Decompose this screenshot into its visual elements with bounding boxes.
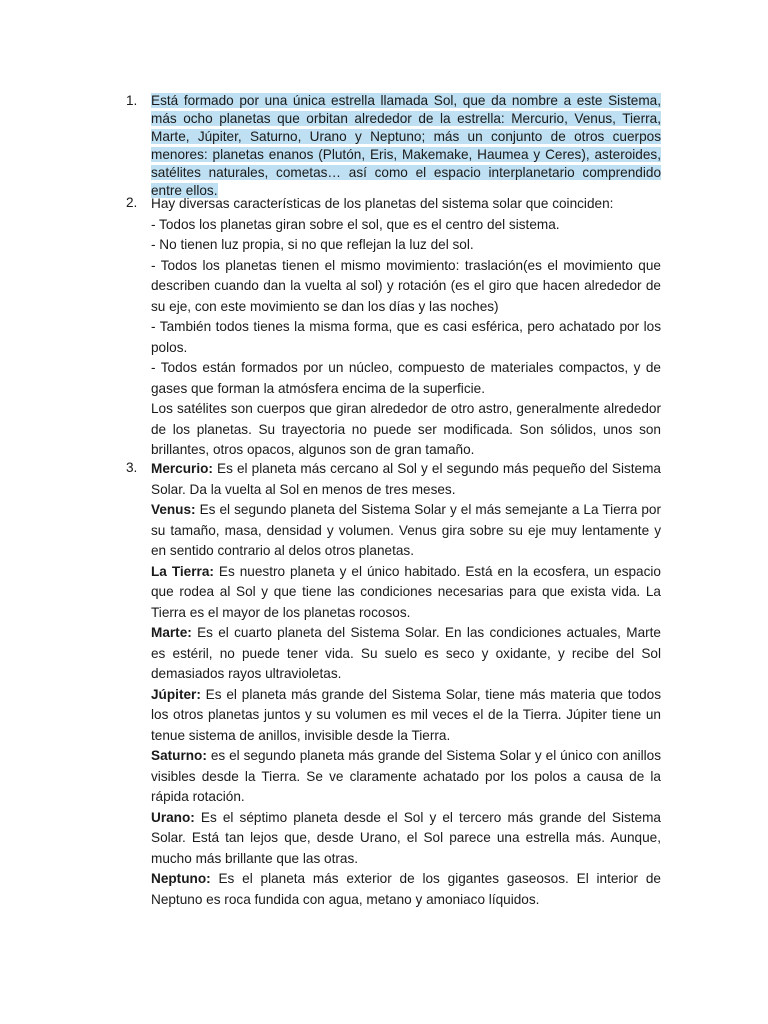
planet-entry (151, 459, 661, 500)
list-number: 3. (126, 460, 138, 475)
planet-description: Es el séptimo planeta desde el Sol y el tercero más grande del Sistema Solar. Está tan lejos que, desde Urano, el Sol parece una estrella más. Aunque, mucho más brillante que las otras. (151, 809, 661, 866)
planet-name: Júpiter: (151, 686, 201, 702)
point-text: - También todos tienes la misma forma, que es casi esférica, pero achatado por los polos. (151, 319, 661, 355)
list-number: 2. (126, 195, 138, 210)
planet-entry (151, 685, 661, 747)
planet-entry (151, 500, 661, 562)
paragraph-common-characteristics (151, 194, 661, 461)
planet-entry (151, 869, 661, 910)
planet-entry (151, 623, 661, 685)
planet-name: Saturno: (151, 748, 207, 763)
paragraph-solar-system-definition[interactable] (151, 92, 661, 199)
point-text: - Todos los planetas giran sobre el sol, que es el centro del sistema. (151, 216, 560, 232)
planet-entry (151, 808, 661, 870)
planet-description: Es nuestro planeta y el único habitado. Está en la ecosfera, un espacio que rodea al Sol y que tiene las condiciones necesarias para que exista vida. La Tierra es el mayor de los planetas rocosos. (151, 563, 661, 620)
planet-name: Marte: (151, 625, 192, 640)
planet-entry (151, 562, 661, 624)
highlighted-selection[interactable]: Está formado por una única estrella llamada Sol, que da nombre a este Sistema, más ocho planetas que orbitan alrededor de la estrella: Mercurio, Venus, Tierra, Marte, Júpiter, Saturno, Urano y Neptuno; más un conjunto de otros cuerpos menores: planetas enanos (Plutón, Eris, Makemake, Haumea y Ceres), asteroides, satélites naturales, cometas… así como el espacio interplanetario comprendido entre ellos. (151, 93, 661, 198)
planet-name: Mercurio: (151, 461, 213, 476)
planet-name: Venus: (151, 502, 196, 517)
intro-text: Hay diversas características de los planetas del sistema solar que coinciden: (151, 196, 614, 211)
point-text: - No tienen luz propia, si no que reflejan la luz del sol. (151, 237, 474, 252)
planet-name: La Tierra: (151, 563, 214, 579)
point-text: - Todos están formados por un núcleo, compuesto de materiales compactos, y de gases que forman la atmósfera encima de la superficie. (151, 360, 661, 396)
planet-description: Es el segundo planeta del Sistema Solar y el más semejante a La Tierra por su tamaño, masa, densidad y volumen. Venus gira sobre su eje muy lentamente y en sentido contrario al delos otros planetas. (151, 502, 661, 558)
planet-description: Es el cuarto planeta del Sistema Solar. En las condiciones actuales, Marte es estéril, no puede tener vida. Su suelo es seco y oxidante, y recibe del Sol demasiados rayos ultravioletas. (151, 625, 661, 681)
planet-description: Es el planeta más cercano al Sol y el segundo más pequeño del Sistema Solar. Da la vuelta al Sol en menos de tres meses. (151, 461, 661, 497)
planet-description: es el segundo planeta más grande del Sistema Solar y el único con anillos visibles desde la Tierra. Se ve claramente achatado por los polos a causa de la rápida rotación. (151, 748, 661, 804)
closing-text: Los satélites son cuerpos que giran alrededor de otro astro, generalmente alrededor de los planetas. Su trayectoria no puede ser modificada. Son sólidos, unos son brillantes, otros opacos, algunos son de gran tamaño. (151, 401, 661, 457)
planet-name: Urano: (151, 809, 195, 825)
list-number: 1. (126, 93, 138, 108)
planet-name: Neptuno: (151, 871, 211, 886)
planet-description: Es el planeta más grande del Sistema Solar, tiene más materia que todos los otros planetas juntos y su volumen es mil veces el de la Tierra. Júpiter tiene un tenue sistema de anillos, invisible desde la Tierra. (151, 686, 661, 743)
paragraph-planets (151, 459, 661, 910)
point-text: - Todos los planetas tienen el mismo movimiento: traslación(es el movimiento que describen cuando dan la vuelta al sol) y rotación (es el giro que hacen alrededor de su eje, con este movimiento se dan los días y las noches) (151, 257, 661, 314)
planet-entry (151, 746, 661, 808)
planet-description: Es el planeta más exterior de los gigantes gaseosos. El interior de Neptuno es roca fundida con agua, metano y amoniaco líquidos. (151, 871, 661, 907)
